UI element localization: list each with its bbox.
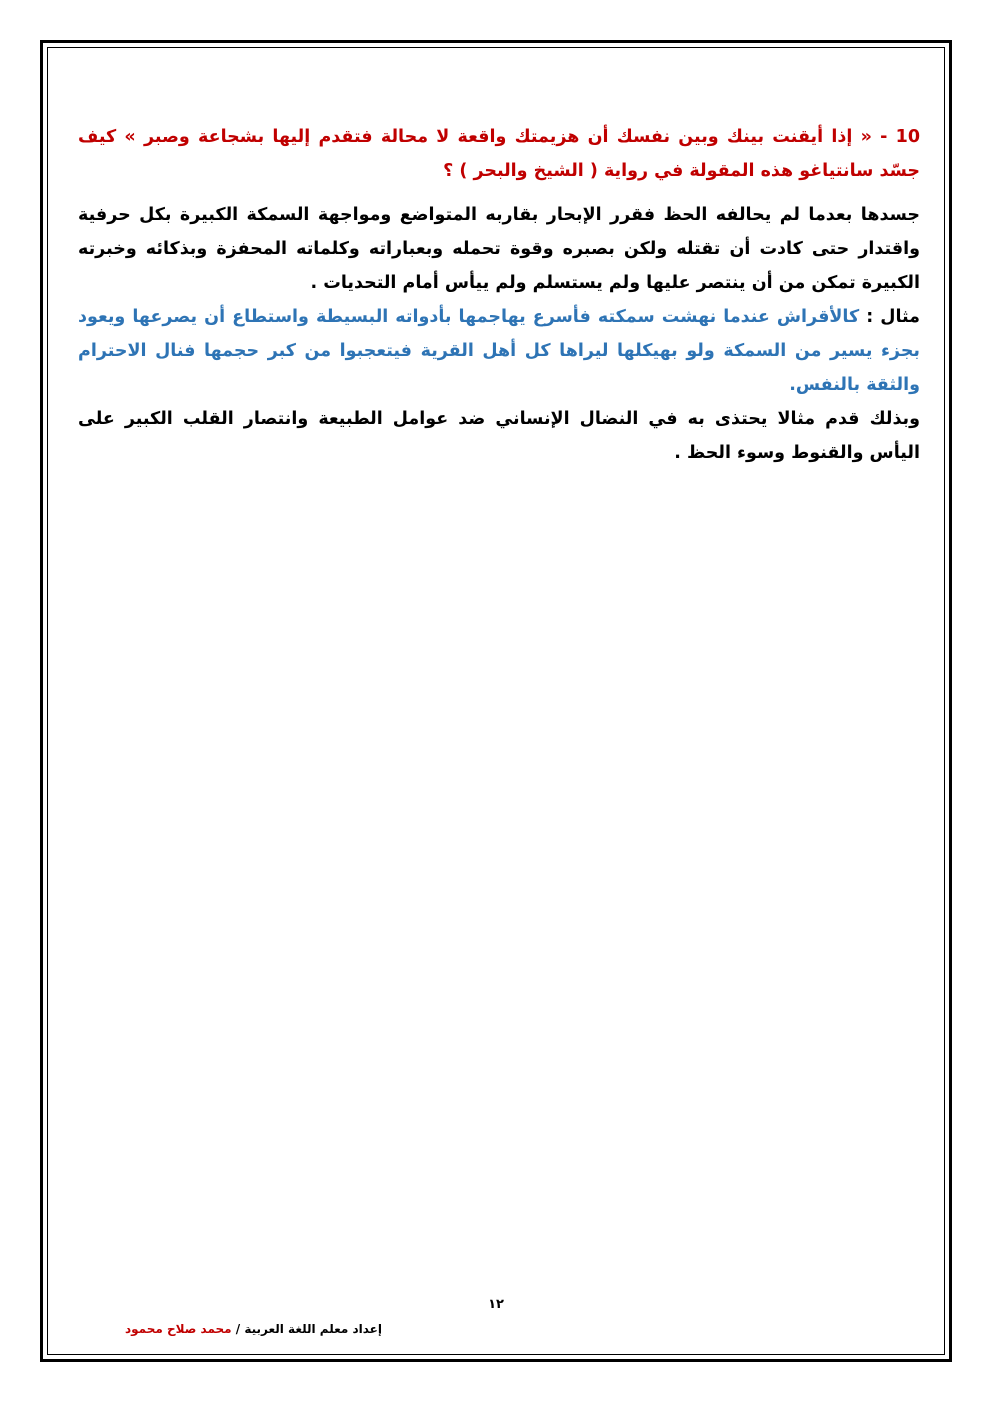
example-label: مثال : (866, 307, 921, 327)
example-paragraph (78, 300, 920, 402)
footer-author: محمد صلاح محمود (125, 1322, 232, 1336)
question-text: 10 - « إذا أيقنت بينك وبين نفسك أن هزيمتك واقعة لا محالة فتقدم إليها بشجاعة وصبر » كيف جسّد سانتياغو هذه المقولة في رواية ( الشيخ والبحر ) ؟ (78, 127, 920, 181)
answer-paragraph-1: جسدها بعدما لم يحالفه الحظ فقرر الإبحار بقاربه المتواضع ومواجهة السمكة الكبيرة بكل حرفية واقتدار حتى كادت أن تقتله ولكن بصبره وقوة تحمله وبعباراته وكلماته المحفزة وبذكائه وخبرته الكبيرة تمكن من أن ينتصر عليها ولم يستسلم ولم ييأس أمام التحديات . (78, 205, 920, 293)
footer-prepared-by: إعداد معلم اللغة العربية / (235, 1322, 382, 1336)
page-number: ١٢ (488, 1297, 504, 1312)
example-text: كالأقراش عندما نهشت سمكته فأسرع يهاجمها بأدواته البسيطة واستطاع أن يصرعها ويعود بجزء يسير من السمكة ولو بهيكلها ليراها كل أهل القرية فيتعجبوا من كبر حجمها فنال الاحترام والثقة بالنفس. (78, 307, 920, 395)
footer (82, 1322, 382, 1336)
answer-paragraph-2: وبذلك قدم مثالا يحتذى به في النضال الإنساني ضد عوامل الطبيعة وانتصار القلب الكبير على اليأس والقنوط وسوء الحظ . (78, 409, 920, 463)
document-body (78, 120, 920, 470)
